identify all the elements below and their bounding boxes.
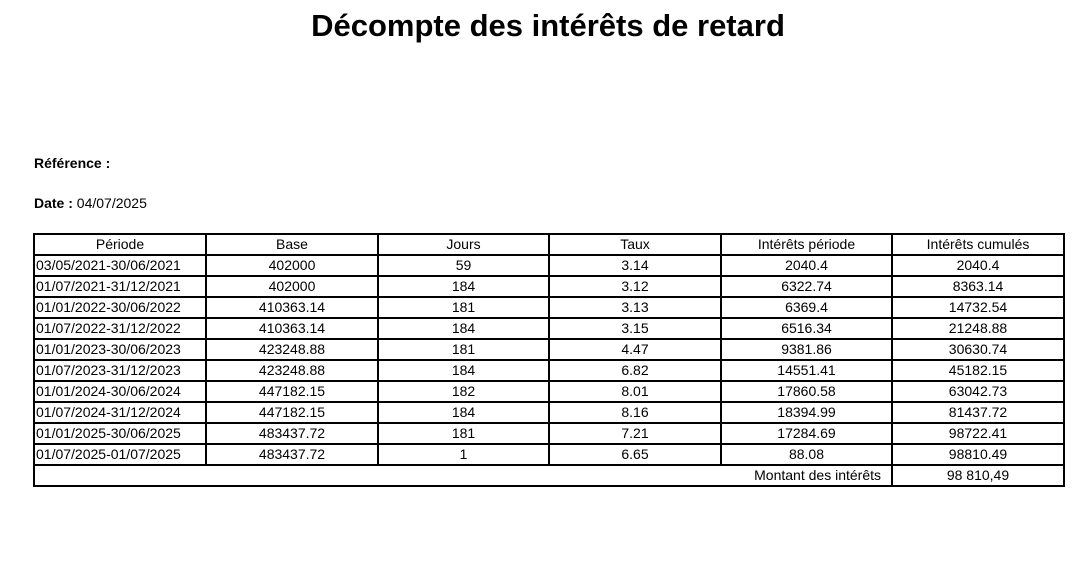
table-row	[34, 255, 1064, 276]
total-row	[34, 465, 1064, 486]
cell-periode: 01/07/2021-31/12/2021	[34, 276, 206, 297]
cell-interets-cumules: 8363.14	[892, 276, 1064, 297]
cell-interets-periode: 6369.4	[721, 297, 892, 318]
cell-jours: 182	[378, 381, 549, 402]
cell-interets-cumules: 98810.49	[892, 444, 1064, 465]
cell-interets-cumules: 63042.73	[892, 381, 1064, 402]
cell-interets-periode: 9381.86	[721, 339, 892, 360]
cell-taux: 3.14	[549, 255, 721, 276]
date-label: Date :	[34, 195, 73, 211]
table-body	[34, 255, 1064, 465]
cell-periode: 01/01/2023-30/06/2023	[34, 339, 206, 360]
cell-base: 410363.14	[206, 318, 378, 339]
cell-base: 483437.72	[206, 444, 378, 465]
cell-periode: 01/07/2022-31/12/2022	[34, 318, 206, 339]
cell-interets-cumules: 81437.72	[892, 402, 1064, 423]
cell-jours: 181	[378, 339, 549, 360]
cell-interets-periode: 2040.4	[721, 255, 892, 276]
cell-periode: 01/01/2024-30/06/2024	[34, 381, 206, 402]
cell-base: 447182.15	[206, 402, 378, 423]
cell-periode: 01/01/2025-30/06/2025	[34, 423, 206, 444]
cell-interets-periode: 18394.99	[721, 402, 892, 423]
cell-base: 410363.14	[206, 297, 378, 318]
cell-interets-cumules: 98722.41	[892, 423, 1064, 444]
cell-jours: 59	[378, 255, 549, 276]
cell-periode: 01/01/2022-30/06/2022	[34, 297, 206, 318]
cell-base: 483437.72	[206, 423, 378, 444]
table-row	[34, 360, 1064, 381]
cell-taux: 3.12	[549, 276, 721, 297]
total-value: 98 810,49	[892, 465, 1064, 486]
cell-interets-periode: 17284.69	[721, 423, 892, 444]
cell-jours: 181	[378, 423, 549, 444]
cell-jours: 184	[378, 402, 549, 423]
cell-jours: 184	[378, 276, 549, 297]
cell-periode: 01/07/2024-31/12/2024	[34, 402, 206, 423]
cell-interets-cumules: 30630.74	[892, 339, 1064, 360]
cell-interets-periode: 88.08	[721, 444, 892, 465]
cell-interets-periode: 14551.41	[721, 360, 892, 381]
cell-interets-cumules: 2040.4	[892, 255, 1064, 276]
cell-taux: 3.13	[549, 297, 721, 318]
header-jours: Jours	[378, 234, 549, 255]
header-taux: Taux	[549, 234, 721, 255]
cell-interets-periode: 6322.74	[721, 276, 892, 297]
cell-taux: 6.82	[549, 360, 721, 381]
total-label: Montant des intérêts	[34, 465, 892, 486]
cell-taux: 3.15	[549, 318, 721, 339]
cell-periode: 01/07/2025-01/07/2025	[34, 444, 206, 465]
cell-interets-cumules: 21248.88	[892, 318, 1064, 339]
cell-jours: 1	[378, 444, 549, 465]
cell-base: 402000	[206, 255, 378, 276]
cell-base: 402000	[206, 276, 378, 297]
cell-taux: 6.65	[549, 444, 721, 465]
header-base: Base	[206, 234, 378, 255]
cell-periode: 01/07/2023-31/12/2023	[34, 360, 206, 381]
table-row	[34, 297, 1064, 318]
date-value: 04/07/2025	[76, 195, 147, 211]
cell-interets-periode: 17860.58	[721, 381, 892, 402]
date-line	[34, 194, 147, 212]
table-row	[34, 381, 1064, 402]
table-row	[34, 444, 1064, 465]
cell-periode: 03/05/2021-30/06/2021	[34, 255, 206, 276]
cell-interets-periode: 6516.34	[721, 318, 892, 339]
cell-jours: 184	[378, 318, 549, 339]
header-interets-cumules: Intérêts cumulés	[892, 234, 1064, 255]
cell-taux: 8.16	[549, 402, 721, 423]
cell-interets-cumules: 14732.54	[892, 297, 1064, 318]
table-row	[34, 276, 1064, 297]
cell-base: 423248.88	[206, 360, 378, 381]
page-title: Décompte des intérêts de retard	[311, 8, 785, 43]
cell-jours: 181	[378, 297, 549, 318]
cell-interets-cumules: 45182.15	[892, 360, 1064, 381]
header-periode: Période	[34, 234, 206, 255]
interest-table	[33, 233, 1065, 487]
table-row	[34, 402, 1064, 423]
cell-taux: 4.47	[549, 339, 721, 360]
cell-base: 423248.88	[206, 339, 378, 360]
cell-base: 447182.15	[206, 381, 378, 402]
cell-jours: 184	[378, 360, 549, 381]
reference-line	[34, 154, 110, 172]
cell-taux: 8.01	[549, 381, 721, 402]
header-interets-periode: Intérêts période	[721, 234, 892, 255]
cell-taux: 7.21	[549, 423, 721, 444]
reference-label: Référence :	[34, 155, 111, 171]
table-row	[34, 318, 1064, 339]
table-row	[34, 339, 1064, 360]
table-header-row	[34, 234, 1064, 255]
table-row	[34, 423, 1064, 444]
